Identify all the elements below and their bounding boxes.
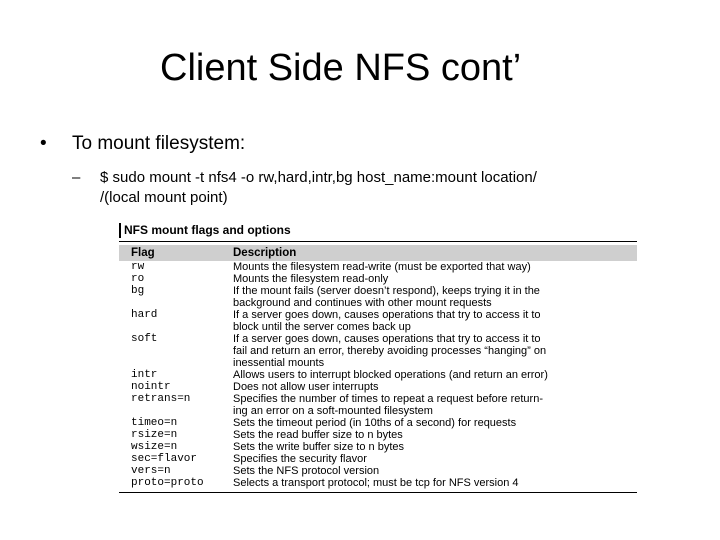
- options-table: [119, 245, 637, 492]
- bullet-marker: •: [40, 133, 47, 154]
- flag-cell: wsize=n: [131, 441, 178, 453]
- description-line: If a server goes down, causes operations that try to access it to: [233, 333, 541, 345]
- description-cell: [231, 393, 637, 417]
- description-cell: [231, 453, 637, 465]
- slide-title: Client Side NFS cont’: [160, 47, 522, 89]
- description-cell: [231, 273, 637, 285]
- description-line: Specifies the number of times to repeat a request before return-: [233, 393, 543, 405]
- table-row: [119, 285, 637, 309]
- description-cell: [231, 261, 637, 273]
- table-row: [119, 309, 637, 333]
- table-caption: NFS mount flags and options: [119, 223, 637, 238]
- description-line: inessential mounts: [233, 357, 325, 369]
- sub-bullet-marker: –: [72, 169, 81, 186]
- description-line: Sets the NFS protocol version: [233, 465, 380, 477]
- flag-cell: nointr: [131, 381, 171, 393]
- description-cell: [231, 285, 637, 309]
- flag-cell: rsize=n: [131, 429, 178, 441]
- description-cell: [231, 417, 637, 429]
- table-row: [119, 369, 637, 381]
- description-line: Specifies the security flavor: [233, 453, 367, 465]
- table-bottom-rule: [119, 492, 637, 493]
- command-line-2: /(local mount point): [100, 189, 228, 206]
- description-line: If a server goes down, causes operations that try to access it to: [233, 309, 541, 321]
- table-row: [119, 477, 637, 492]
- description-cell: [231, 477, 637, 492]
- flag-cell: vers=n: [131, 465, 171, 477]
- table-row: [119, 381, 637, 393]
- description-line: Does not allow user interrupts: [233, 381, 379, 393]
- description-cell: [231, 429, 637, 441]
- description-cell: [231, 381, 637, 393]
- description-line: background and continues with other mount requests: [233, 297, 492, 309]
- description-cell: [231, 441, 637, 453]
- flag-cell: bg: [131, 285, 145, 297]
- table-row: [119, 261, 637, 273]
- description-line: fail and return an error, thereby avoiding processes “hanging” on: [233, 345, 547, 357]
- bullet-item: [40, 131, 245, 157]
- flag-cell: timeo=n: [131, 417, 178, 429]
- table-row: [119, 393, 637, 417]
- description-cell: [231, 309, 637, 333]
- table-row: [119, 465, 637, 477]
- flag-cell: intr: [131, 369, 158, 381]
- command-line-1: $ sudo mount -t nfs4 -o rw,hard,intr,bg host_name:mount location/: [100, 169, 537, 186]
- flag-cell: soft: [131, 333, 158, 345]
- description-line: ing an error on a soft-mounted filesystem: [233, 405, 433, 417]
- flag-cell: proto=proto: [131, 477, 204, 489]
- description-line: If the mount fails (server doesn’t respond), keeps trying it in the: [233, 285, 540, 297]
- flag-cell: retrans=n: [131, 393, 191, 405]
- table-row: [119, 417, 637, 429]
- flag-cell: sec=flavor: [131, 453, 198, 465]
- description-cell: [231, 333, 637, 369]
- table-row: [119, 441, 637, 453]
- flag-cell: hard: [131, 309, 158, 321]
- description-line: Mounts the filesystem read-write (must be exported that way): [233, 261, 531, 273]
- caption-rule: [119, 241, 637, 242]
- header-description: Description: [231, 245, 637, 261]
- sub-bullet-text: [100, 168, 670, 208]
- nfs-options-table: [119, 223, 637, 493]
- table-row: [119, 429, 637, 441]
- table-row: [119, 453, 637, 465]
- flag-cell: rw: [131, 261, 145, 273]
- description-line: Mounts the filesystem read-only: [233, 273, 389, 285]
- description-line: Sets the write buffer size to n bytes: [233, 441, 404, 453]
- table-header-row: [119, 245, 637, 261]
- bullet-text: To mount filesystem:: [72, 133, 246, 154]
- flag-cell: ro: [131, 273, 145, 285]
- description-cell: [231, 369, 637, 381]
- table-body: [119, 261, 637, 492]
- description-line: Sets the read buffer size to n bytes: [233, 429, 403, 441]
- table-row: [119, 273, 637, 285]
- description-line: Sets the timeout period (in 10ths of a second) for requests: [233, 417, 517, 429]
- header-flag: Flag: [119, 245, 231, 261]
- table-row: [119, 333, 637, 369]
- description-line: block until the server comes back up: [233, 321, 411, 333]
- description-line: Allows users to interrupt blocked operations (and return an error): [233, 369, 548, 381]
- description-line: Selects a transport protocol; must be tcp for NFS version 4: [233, 477, 519, 489]
- description-cell: [231, 465, 637, 477]
